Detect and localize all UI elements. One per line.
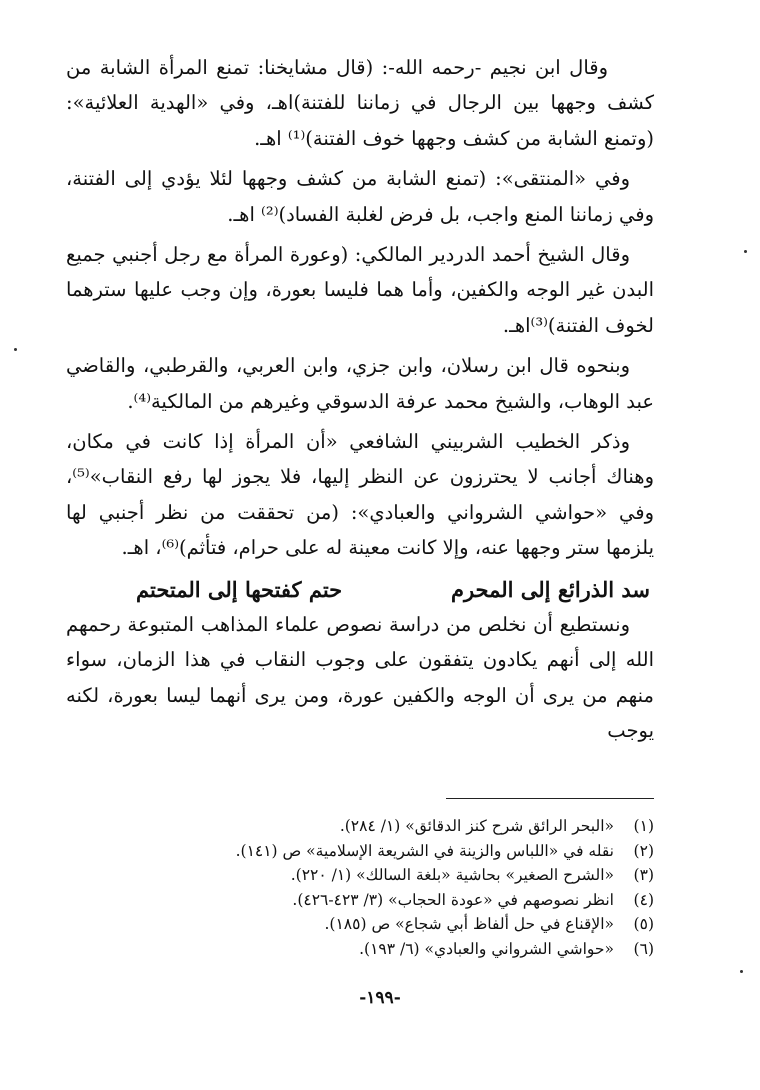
footnote-number: (٢) — [633, 841, 654, 860]
footnote-1 — [66, 814, 654, 839]
paragraph-ibn-nujaym: وقال ابن نجيم -رحمه الله-: (قال مشايخنا: تمنع المرأة الشابة من كشف وجهها بين الرجال في زماننا للفتنة)اهـ، وفي «الهدية العلائية»: (وتمنع الشابة من كشف وجهها خوف الفتنة)⁽¹⁾ اهـ. — [66, 56, 654, 150]
heading-left-part: حتم كفتحها إلى المتحتم — [136, 576, 343, 602]
footnote-2 — [66, 839, 654, 864]
footnotes — [66, 814, 654, 962]
heading-right-part: سد الذرائع إلى المحرم — [450, 576, 650, 602]
footnote-3 — [66, 863, 654, 888]
paragraph-muntaqa: وفي «المنتقى»: (تمنع الشابة من كشف وجهها لئلا يؤدي إلى الفتنة، وفي زماننا المنع واجب، بل فرض لغلبة الفساد)⁽²⁾ اهـ. — [66, 167, 654, 226]
footnote-text: نقله في «اللباس والزينة في الشريعة الإسلامية» ص (١٤١). — [235, 841, 614, 860]
section-heading — [66, 571, 654, 607]
footnote-separator — [446, 798, 654, 799]
footnote-text: انظر نصوصهم في «عودة الحجاب» (٣/ ٤٢٣-٤٢٦). — [292, 890, 614, 909]
footnote-number: (٤) — [633, 890, 654, 909]
footnote-6 — [66, 937, 654, 962]
paragraph-maliki-scholars: وبنحوه قال ابن رسلان، وابن جزي، وابن العربي، والقرطبي، والقاضي عبد الوهاب، والشيخ محمد عرفة الدسوقي وغيرهم من المالكية⁽⁴⁾. — [66, 354, 654, 413]
footnote-text: «الإقناع في حل ألفاظ أبي شجاع» ص (١٨٥). — [324, 915, 614, 934]
footnote-5 — [66, 912, 654, 937]
paragraph-shirbini: وذكر الخطيب الشربيني الشافعي «أن المرأة إذا كانت في مكان، وهناك أجانب لا يحترزون عن النظر إليها، فلا يجوز لها رفع النقاب»⁽⁵⁾، وفي «حواشي الشرواني والعبادي»: (من تحققت من نظر أجنبي لها يلزمها ستر وجهها عنه، وإلا كانت معينة له على حرام، فتأثم)⁽⁶⁾، اهـ. — [66, 430, 654, 560]
scan-speck — [744, 250, 747, 253]
footnote-text: «البحر الرائق شرح كنز الدقائق» (١/ ٢٨٤). — [339, 817, 614, 835]
footnote-text: «الشرح الصغير» بحاشية «بلغة السالك» (١/ ٢٢٠). — [290, 866, 614, 885]
footnote-number: (٦) — [633, 939, 654, 958]
footnote-number: (١) — [633, 817, 654, 835]
footnote-4 — [66, 888, 654, 913]
main-text — [66, 50, 654, 753]
paragraph-dardir: وقال الشيخ أحمد الدردير المالكي: (وعورة المرأة مع رجل أجنبي جميع البدن غير الوجه والكفين، وأما هما فليسا بعورة، وإن وجب عليها سترهما لخوف الفتنة)⁽³⁾اهـ. — [66, 243, 654, 337]
footnote-number: (٣) — [633, 866, 654, 885]
page-number: -١٩٩- — [359, 988, 401, 1008]
scan-speck — [740, 970, 743, 973]
footnote-number: (٥) — [633, 915, 654, 934]
paragraph-conclusion: ونستطيع أن نخلص من دراسة نصوص علماء المذاهب المتبوعة رحمهم الله إلى أنهم يكادون يتفقون على وجوب النقاب في هذا الزمان، سواء منهم من يرى أن الوجه والكفين عورة، ومن يرى أنهما ليسا بعورة، لكنه يوجب — [66, 612, 654, 742]
scan-speck — [14, 348, 17, 351]
footnote-text: «حواشي الشرواني والعبادي» (٦/ ١٩٣). — [359, 939, 614, 958]
